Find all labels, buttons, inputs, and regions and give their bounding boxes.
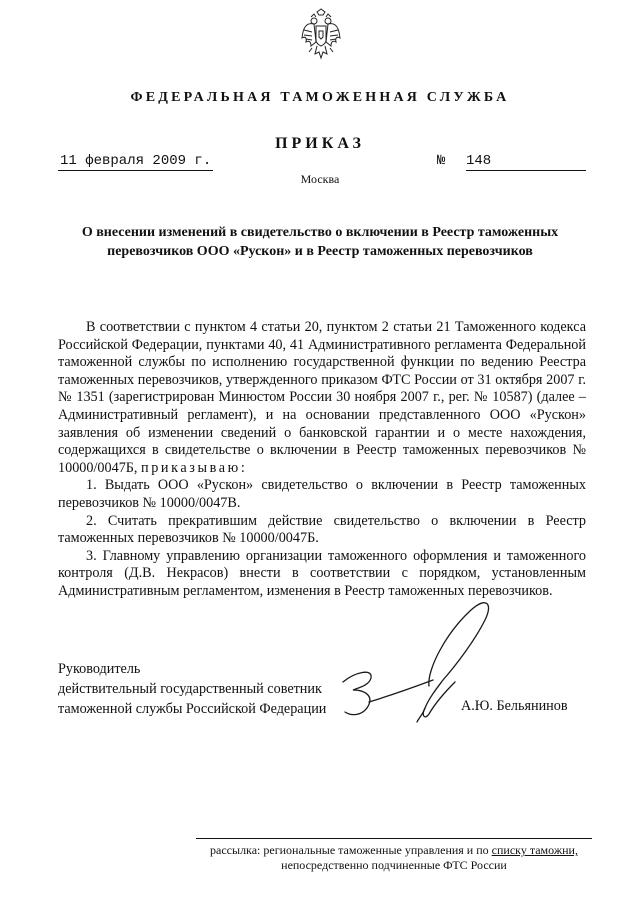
distribution-line-2: непосредственно подчиненные ФТС России: [281, 858, 507, 872]
order-date: 11 февраля 2009 г.: [60, 153, 212, 169]
order-subject: О внесении изменений в свидетельство о включении в Реестр таможенных перевозчиков ООО «Рускон» и в Реестр таможенных перевозчиков: [81, 225, 559, 259]
order-item-3: 3. Главному управлению организации таможенного оформления и таможенного контроля (Д.В. Некрасов) внести в соответствии с порядком, установленным Административным регламентом, изменения в Реестр таможенных перевозчиков.: [58, 547, 586, 599]
document-type-heading: ПРИКАЗ: [275, 135, 365, 152]
distribution-line-1: [196, 843, 592, 858]
order-body: [58, 319, 586, 601]
distribution-list: [196, 838, 592, 873]
agency-name: ФЕДЕРАЛЬНАЯ ТАМОЖЕННАЯ СЛУЖБА: [130, 90, 510, 105]
order-item-1: 1. Выдать ООО «Рускон» свидетельство о включении в Реестр таможенных перевозчиков № 10000/0047В.: [58, 477, 586, 511]
order-item-2: 2. Считать прекратившим действие свидетельство о включении в Реестр таможенных перевозчиков № 10000/0047Б.: [58, 512, 586, 547]
signatory-title: [58, 659, 326, 719]
body-intro-paragraph: [58, 319, 586, 477]
distribution-link-text: списку таможни,: [491, 843, 578, 857]
body-intro: В соответствии с пунктом 4 статьи 20, пунктом 2 статьи 21 Таможенного кодекса Российской Федерации, пунктами 40, 41 Административного регламента Федеральной таможенной службы по исполнению государственной функции по ведению Реестра таможенных перевозчиков, утвержденного приказом ФТС России от 31 октября 2007 г. № 1351 (зарегистрирован Минюстом России 30 ноября 2007 г., рег. № 10587) (далее – Административный регламент), и на основании представленного ООО «Рускон» заявления об изменении сведений о банковской гарантии и о месте нахождения, содержащихся в свидетельстве о включении в Реестр таможенных перевозчиков № 10000/0047Б,: [58, 319, 586, 476]
coat-of-arms-emblem: [300, 8, 342, 68]
signatory-name: А.Ю. Бельянинов: [461, 698, 568, 714]
directive-word: приказываю:: [141, 459, 248, 476]
signatory-title-line-3: таможенной службы Российской Федерации: [58, 701, 327, 717]
signatory-title-line-2: действительный государственный советник: [58, 681, 322, 697]
city: Москва: [300, 172, 340, 186]
signatory-title-line-1: Руководитель: [58, 661, 141, 677]
order-number: 148: [466, 153, 586, 171]
order-number-label: №: [437, 153, 446, 169]
distribution-prefix: рассылка: региональные таможенные управления и по: [210, 843, 492, 857]
